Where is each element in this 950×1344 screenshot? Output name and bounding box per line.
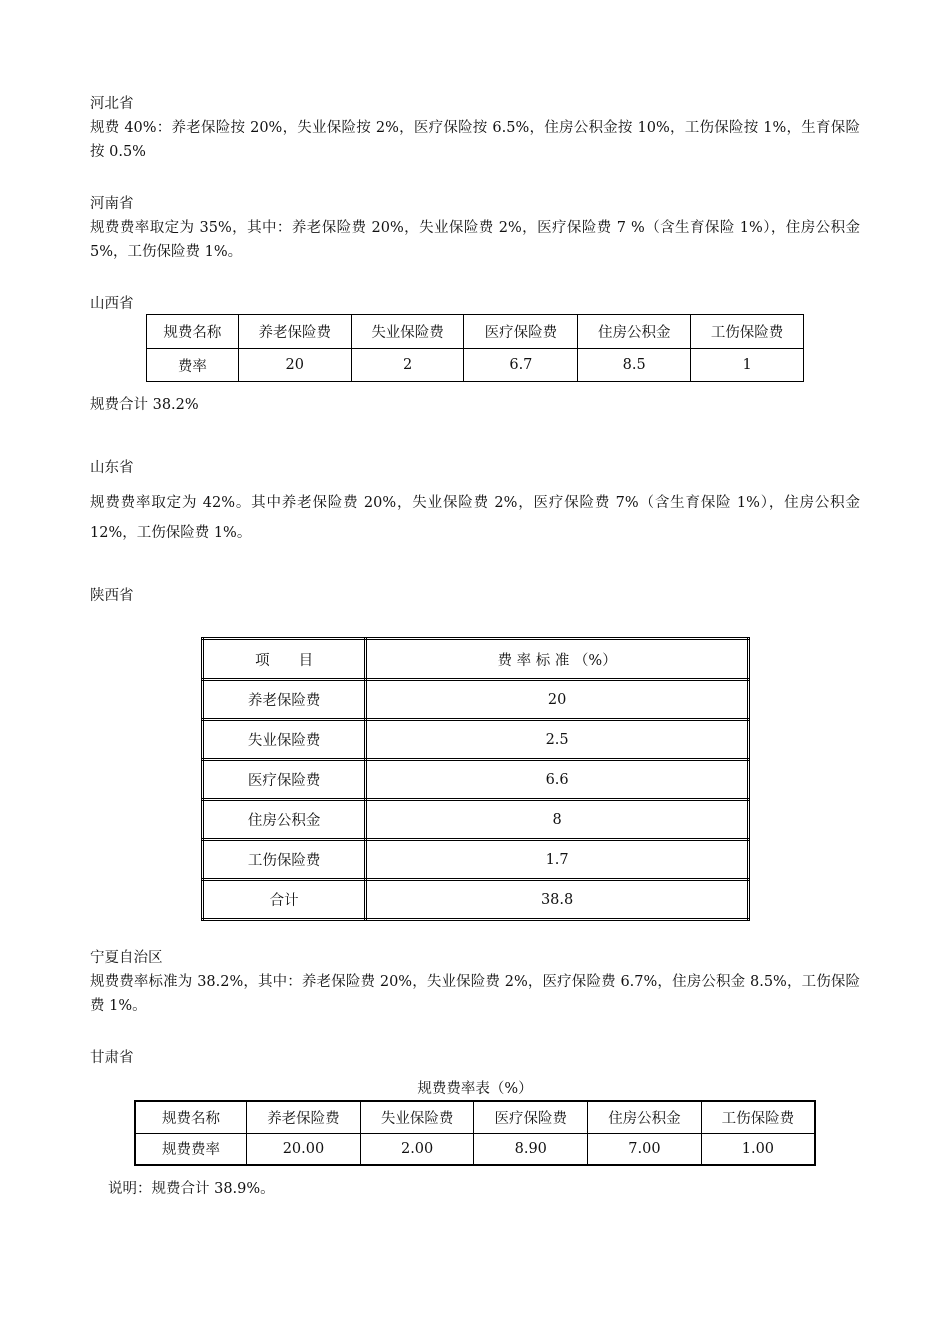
table-row (203, 639, 749, 680)
table-cell: 7.00 (588, 1133, 702, 1165)
table-row (203, 800, 749, 840)
table-cell: 2 (351, 349, 464, 382)
shaanxi-table (201, 637, 750, 921)
hebei-title: 河北省 (90, 96, 134, 112)
shaanxi-title: 陕西省 (90, 588, 134, 604)
henan-text: 规费费率取定为 35%，其中：养老保险费 20%，失业保险费 2%，医疗保险费 7 %（含生育保险 1%），住房公积金 5%，工伤保险费 1%。 (90, 220, 860, 260)
table-cell: 工伤保险费 (701, 1101, 815, 1133)
table-row (203, 680, 749, 720)
table-cell: 项 目 (203, 639, 366, 680)
gansu-title: 甘肃省 (90, 1050, 134, 1066)
table-cell: 8.90 (474, 1133, 588, 1165)
table-cell: 费 率 标 准 （%） (366, 639, 749, 680)
table-cell: 失业保险费 (203, 720, 366, 760)
gansu-note: 说明：规费合计 38.9%。 (108, 1181, 275, 1197)
table-cell: 工伤保险费 (691, 315, 804, 349)
table-cell: 合计 (203, 880, 366, 920)
table-cell: 2.00 (360, 1133, 474, 1165)
table-cell: 20 (366, 680, 749, 720)
table-row (203, 840, 749, 880)
table-cell: 2.5 (366, 720, 749, 760)
table-cell: 规费名称 (135, 1101, 247, 1133)
table-cell: 住房公积金 (588, 1101, 702, 1133)
table-cell: 养老保险费 (203, 680, 366, 720)
table-row (203, 760, 749, 800)
ningxia-text: 规费费率标准为 38.2%，其中：养老保险费 20%，失业保险费 2%，医疗保险费 6.7%，住房公积金 8.5%，工伤保险费 1%。 (90, 974, 860, 1014)
table-cell: 失业保险费 (351, 315, 464, 349)
table-cell: 20 (238, 349, 351, 382)
table-cell: 8.5 (578, 349, 691, 382)
table-cell: 规费费率 (135, 1133, 247, 1165)
table-cell: 养老保险费 (238, 315, 351, 349)
table-cell: 1 (691, 349, 804, 382)
table-cell: 住房公积金 (578, 315, 691, 349)
shanxi-table (146, 314, 804, 382)
table-row (135, 1101, 815, 1133)
shandong-text: 规费费率取定为 42%。其中养老保险费 20%，失业保险费 2%，医疗保险费 7%（含生育保险 1%），住房公积金 12%，工伤保险费 1%。 (90, 495, 860, 541)
table-cell: 6.7 (464, 349, 578, 382)
table-cell: 住房公积金 (203, 800, 366, 840)
shandong-title: 山东省 (90, 460, 134, 476)
table-row (203, 720, 749, 760)
table-cell: 20.00 (247, 1133, 361, 1165)
table-cell: 8 (366, 800, 749, 840)
table-cell: 规费名称 (147, 315, 239, 349)
table-row (147, 315, 804, 349)
ningxia-title: 宁夏自治区 (90, 950, 163, 966)
table-cell: 失业保险费 (360, 1101, 474, 1133)
table-cell: 医疗保险费 (203, 760, 366, 800)
table-cell: 工伤保险费 (203, 840, 366, 880)
shanxi-title: 山西省 (90, 296, 134, 312)
table-cell: 38.8 (366, 880, 749, 920)
henan-title: 河南省 (90, 196, 134, 212)
table-cell: 养老保险费 (247, 1101, 361, 1133)
gansu-caption: 规费费率表（%） (417, 1081, 533, 1097)
hebei-text: 规费 40%：养老保险按 20%，失业保险按 2%，医疗保险按 6.5%，住房公积金按 10%，工伤保险按 1%，生育保险按 0.5% (90, 120, 860, 160)
table-cell: 费率 (147, 349, 239, 382)
table-cell: 医疗保险费 (464, 315, 578, 349)
gansu-table (134, 1100, 816, 1166)
table-cell: 6.6 (366, 760, 749, 800)
table-row (135, 1133, 815, 1165)
table-cell: 1.00 (701, 1133, 815, 1165)
table-cell: 医疗保险费 (474, 1101, 588, 1133)
shanxi-total: 规费合计 38.2% (90, 397, 199, 413)
table-cell: 1.7 (366, 840, 749, 880)
table-row (147, 349, 804, 382)
table-row (203, 880, 749, 920)
